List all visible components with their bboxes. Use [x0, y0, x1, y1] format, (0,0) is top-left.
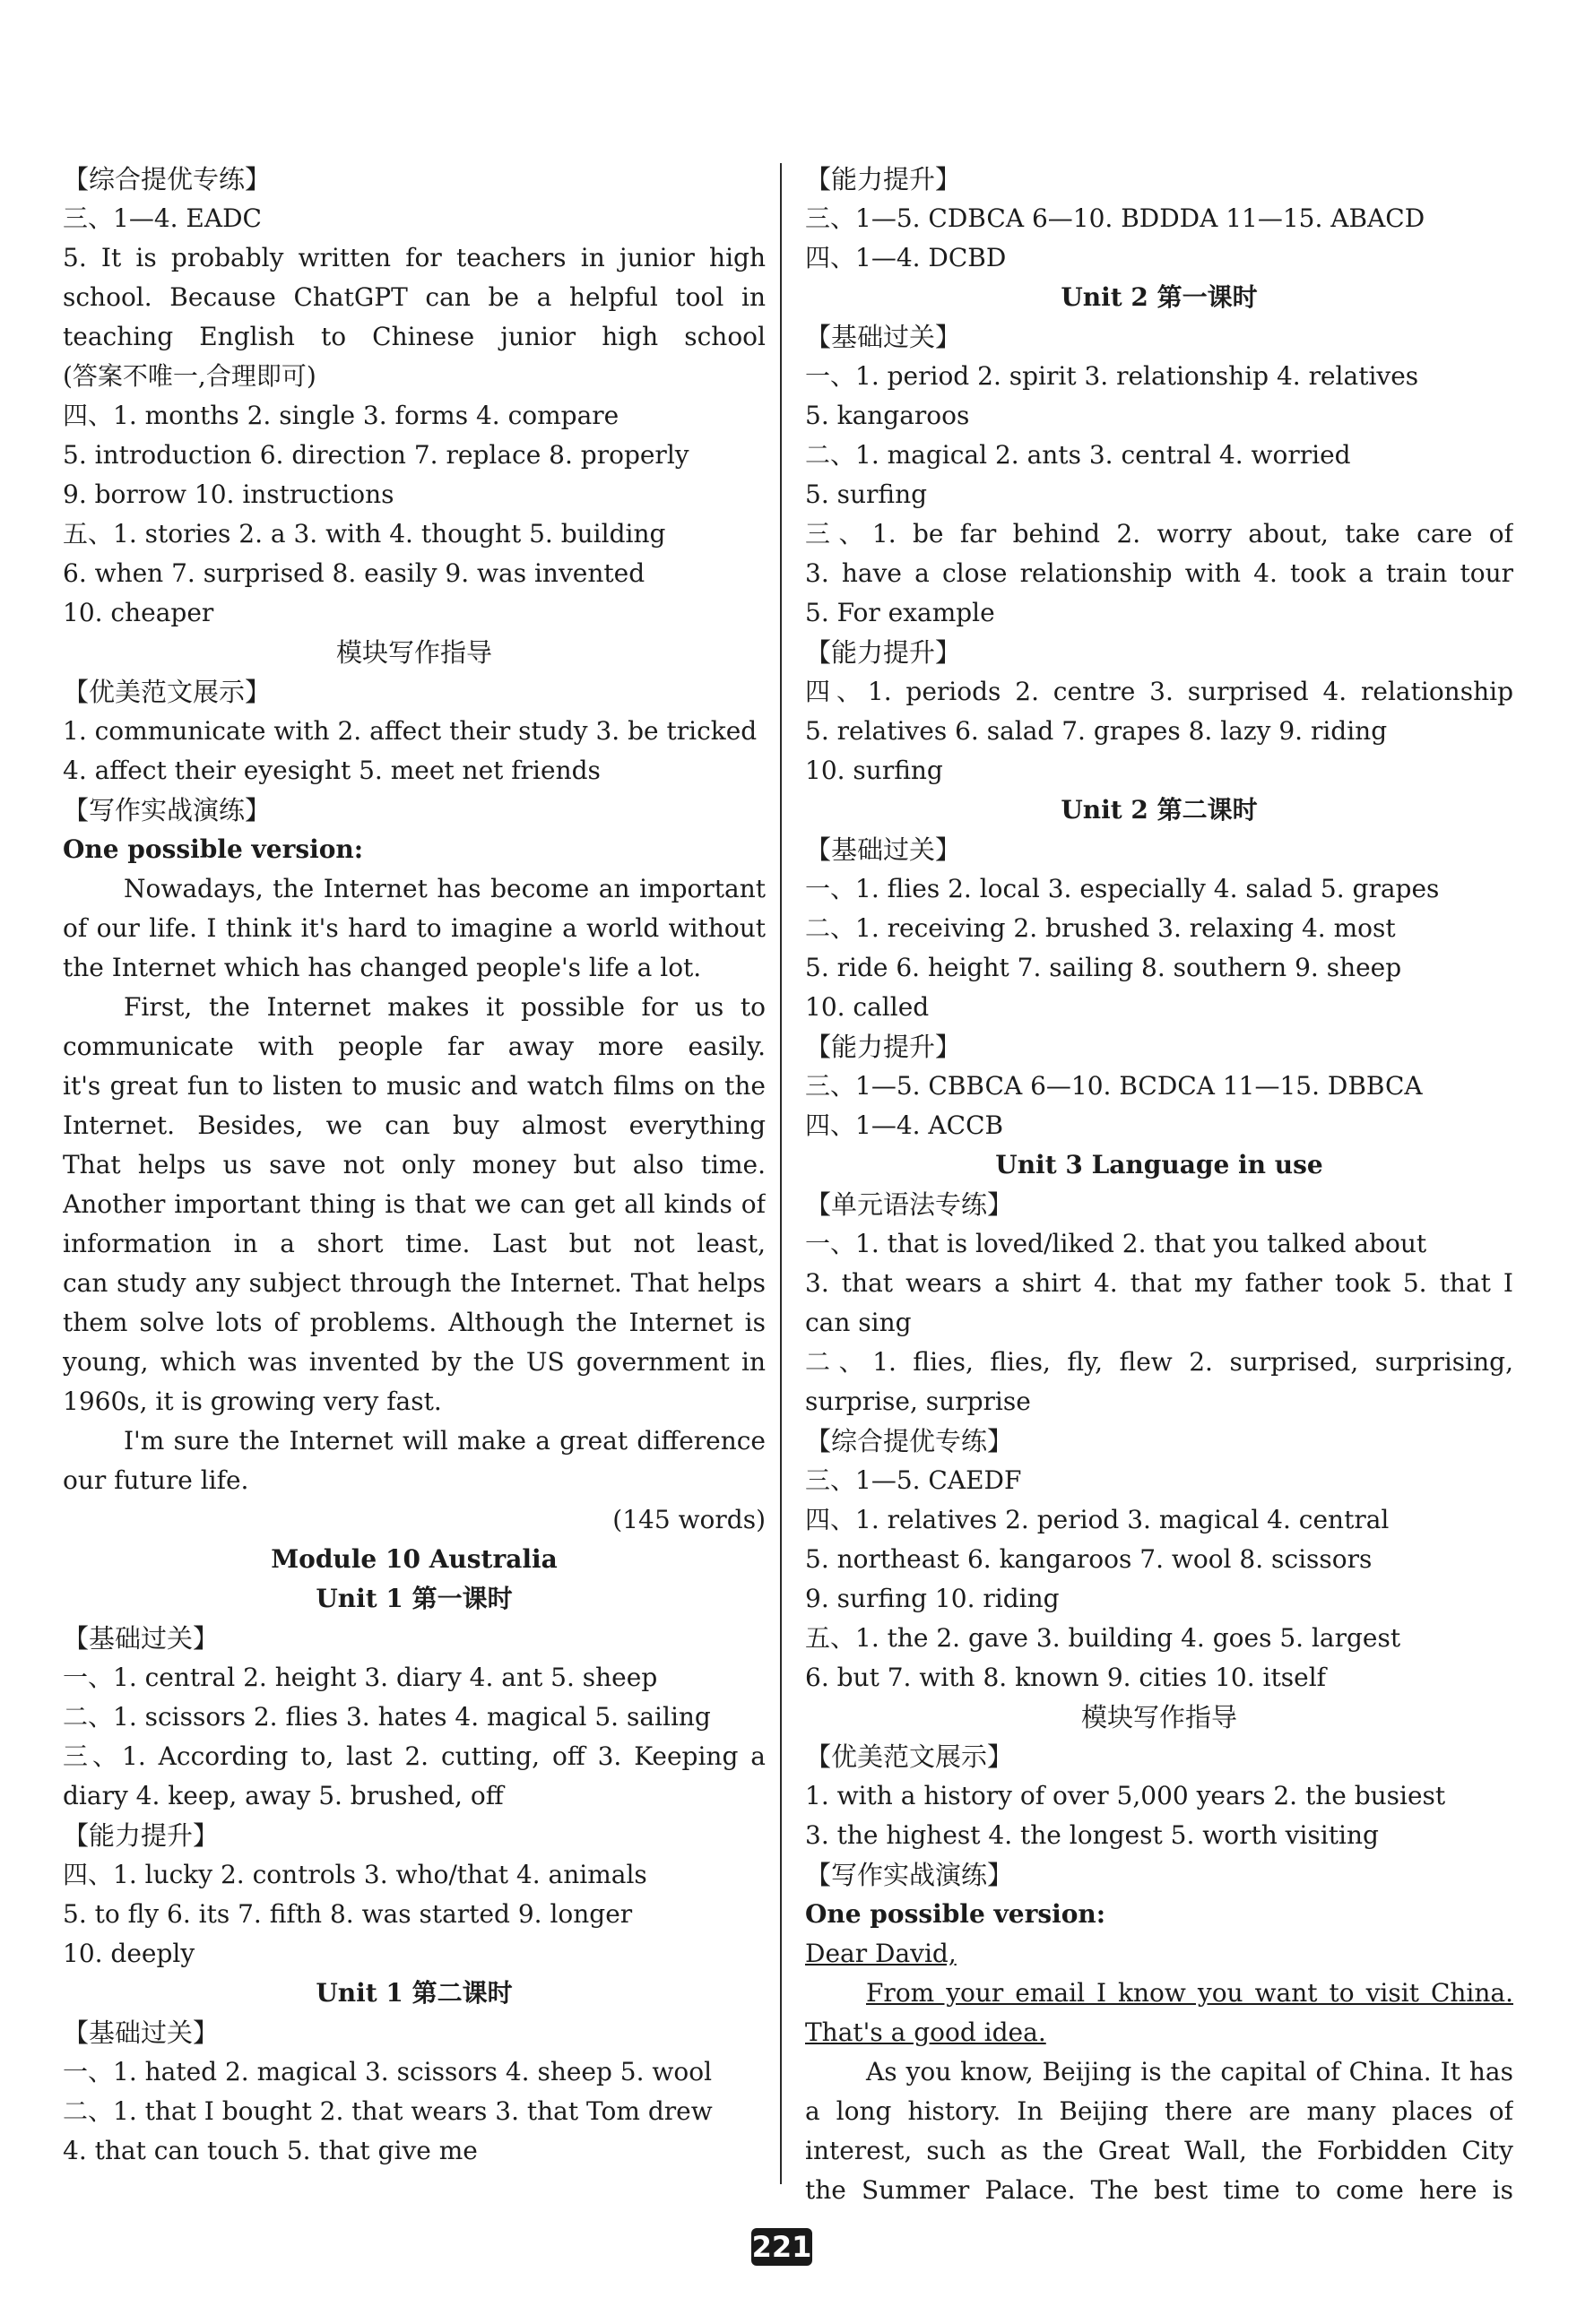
- answer-line: One possible version:: [805, 1899, 1106, 1929]
- answer-line: 10. cheaper: [63, 598, 214, 627]
- answer-line: 四、1. months 2. single 3. forms 4. compare: [63, 401, 619, 430]
- unit-heading: Unit 1 第一课时: [316, 1584, 513, 1613]
- text-line: young, which was invented by the US government in: [63, 1347, 766, 1377]
- answer-line: 4. affect their eyesight 5. meet net friends: [63, 756, 601, 785]
- answer-line: 4. that can touch 5. that give me: [63, 2136, 478, 2165]
- answer-line: 5. northeast 6. kangaroos 7. wool 8. scissors: [805, 1544, 1373, 1574]
- text-line: teaching English to Chinese junior high school: [63, 322, 766, 351]
- unit-heading: Unit 2 第一课时: [1061, 282, 1258, 312]
- text-line: communicate with people far away more easily.: [63, 1032, 766, 1061]
- text-line: 5. It is probably written for teachers in junior high: [63, 243, 766, 272]
- answer-line: 五、1. the 2. gave 3. building 4. goes 5. largest: [805, 1623, 1401, 1653]
- answer-line: 5. to fly 6. its 7. fifth 8. was started 9. longer: [63, 1899, 633, 1929]
- answer-line: 9. borrow 10. instructions: [63, 479, 394, 509]
- answer-line: That's a good idea.: [805, 2017, 1046, 2047]
- section-heading: 【综合提优专练】: [63, 164, 272, 194]
- answer-line: 5. introduction 6. direction 7. replace 8. properly: [63, 440, 689, 470]
- answer-line: One possible version:: [63, 834, 364, 864]
- text-line: 三、1. be far behind 2. worry about, take care of: [805, 519, 1513, 549]
- section-heading: 【优美范文展示】: [63, 677, 272, 707]
- answer-line: can sing: [805, 1308, 912, 1337]
- section-heading: 【写作实战演练】: [63, 795, 272, 825]
- answer-line: our future life.: [63, 1465, 249, 1495]
- answer-line: 二、1. receiving 2. brushed 3. relaxing 4. most: [805, 913, 1396, 943]
- unit-heading: Module 10 Australia: [271, 1544, 558, 1574]
- text-line: the Summer Palace. The best time to come here is: [805, 2175, 1513, 2205]
- answer-line: 三、1—4. EADC: [63, 203, 262, 233]
- answer-line: 一、1. that is loved/liked 2. that you talked about: [805, 1229, 1427, 1258]
- text-line: information in a short time. Last but not least,: [63, 1229, 766, 1258]
- left-column: [63, 160, 766, 2171]
- answer-line: 10. surfing: [805, 756, 943, 785]
- answer-line: Dear David,: [805, 1939, 957, 1968]
- section-heading: 【基础过关】: [63, 2017, 220, 2048]
- answer-line: 5. relatives 6. salad 7. grapes 8. lazy 9. riding: [805, 716, 1388, 746]
- text-line: 三、1. According to, last 2. cutting, off 3. Keeping a: [63, 1741, 766, 1771]
- page-number: 221: [751, 2230, 812, 2264]
- text-line: From your email I know you want to visit China.: [866, 1978, 1513, 2008]
- answer-line: 二、1. scissors 2. flies 3. hates 4. magical 5. sailing: [63, 1702, 711, 1732]
- answer-line: diary 4. keep, away 5. brushed, off: [63, 1781, 504, 1810]
- answer-line: the Internet which has changed people's life a lot.: [63, 953, 702, 982]
- text-line: Nowadays, the Internet has become an important: [124, 874, 766, 903]
- answer-line: (答案不唯一,合理即可): [63, 361, 316, 391]
- text-line: it's great fun to listen to music and watch films on the: [63, 1071, 766, 1101]
- answer-line: 二、1. magical 2. ants 3. central 4. worried: [805, 440, 1351, 470]
- unit-heading: Unit 3 Language in use: [995, 1150, 1323, 1179]
- answer-line: 3. the highest 4. the longest 5. worth visiting: [805, 1820, 1379, 1850]
- text-line: them solve lots of problems. Although the Internet is: [63, 1308, 766, 1337]
- text-line: 四、1. periods 2. centre 3. surprised 4. relationship: [805, 677, 1513, 706]
- text-line: As you know, Beijing is the capital of China. It has: [866, 2057, 1513, 2086]
- answer-line: 四、1. lucky 2. controls 3. who/that 4. animals: [63, 1860, 647, 1889]
- answer-line: 三、1—5. CDBCA 6—10. BDDDA 11—15. ABACD: [805, 203, 1425, 233]
- answer-line: 1. with a history of over 5,000 years 2. the busiest: [805, 1781, 1446, 1810]
- section-heading: 【能力提升】: [63, 1820, 220, 1851]
- text-line: I'm sure the Internet will make a great difference: [124, 1426, 766, 1456]
- text-line: interest, such as the Great Wall, the Forbidden City: [805, 2136, 1513, 2165]
- text-line: of our life. I think it's hard to imagine a world without: [63, 913, 766, 943]
- right-column: [805, 160, 1513, 2210]
- answer-line: 四、1—4. DCBD: [805, 243, 1007, 272]
- text-line: Internet. Besides, we can buy almost everything: [63, 1110, 766, 1140]
- section-heading: 【综合提优专练】: [805, 1426, 1014, 1456]
- answer-line: 三、1—5. CBBCA 6—10. BCDCA 11—15. DBBCA: [805, 1071, 1423, 1101]
- text-line: can study any subject through the Internet. That helps: [63, 1268, 766, 1298]
- column-divider: [780, 163, 782, 2184]
- section-heading: 【能力提升】: [805, 164, 962, 194]
- answer-line: 一、1. hated 2. magical 3. scissors 4. sheep 5. wool: [63, 2057, 713, 2086]
- answer-line: surprise, surprise: [805, 1387, 1031, 1416]
- unit-heading: Unit 2 第二课时: [1061, 795, 1258, 825]
- answer-line: (145 words): [612, 1505, 766, 1534]
- text-line: a long history. In Beijing there are many places of: [805, 2096, 1513, 2126]
- text-line: 3. have a close relationship with 4. took a train tour: [805, 558, 1513, 588]
- answer-line: 1. communicate with 2. affect their study 3. be tricked: [63, 716, 758, 746]
- section-heading: 【基础过关】: [805, 322, 962, 352]
- text-line: First, the Internet makes it possible for us to: [124, 992, 766, 1022]
- answer-line: 9. surfing 10. riding: [805, 1584, 1060, 1613]
- answer-line: 一、1. period 2. spirit 3. relationship 4. relatives: [805, 361, 1419, 391]
- answer-line: 6. but 7. with 8. known 9. cities 10. itself: [805, 1663, 1327, 1692]
- section-heading: 【优美范文展示】: [805, 1741, 1014, 1772]
- answer-line: 五、1. stories 2. a 3. with 4. thought 5. building: [63, 519, 666, 549]
- answer-line: 1960s, it is growing very fast.: [63, 1387, 442, 1416]
- section-heading: 【写作实战演练】: [805, 1860, 1014, 1890]
- answer-line: 10. called: [805, 992, 930, 1022]
- answer-line: 5. ride 6. height 7. sailing 8. southern 9. sheep: [805, 953, 1402, 982]
- unit-heading: Unit 1 第二课时: [316, 1978, 513, 2008]
- answer-line: 6. when 7. surprised 8. easily 9. was invented: [63, 558, 645, 588]
- text-line: Another important thing is that we can get all kinds of: [63, 1189, 766, 1219]
- text-line: 二、1. flies, flies, fly, flew 2. surprised, surprising,: [805, 1347, 1513, 1377]
- text-line: 3. that wears a shirt 4. that my father took 5. that I: [805, 1268, 1513, 1298]
- section-heading: 【能力提升】: [805, 1032, 962, 1062]
- section-heading: 【单元语法专练】: [805, 1189, 1014, 1220]
- text-line: That helps us save not only money but also time.: [63, 1150, 766, 1179]
- answer-line: 二、1. that I bought 2. that wears 3. that Tom drew: [63, 2096, 713, 2126]
- answer-line: 10. deeply: [63, 1939, 195, 1968]
- unit-heading: 模块写作指导: [1080, 1702, 1237, 1732]
- answer-line: 四、1. relatives 2. period 3. magical 4. central: [805, 1505, 1390, 1534]
- section-heading: 【基础过关】: [805, 834, 962, 865]
- text-line: school. Because ChatGPT can be a helpful tool in: [63, 282, 766, 312]
- answer-line: 四、1—4. ACCB: [805, 1110, 1004, 1140]
- unit-heading: 模块写作指导: [335, 637, 492, 668]
- answer-line: 5. kangaroos: [805, 401, 970, 430]
- section-heading: 【能力提升】: [805, 637, 962, 668]
- answer-line: 5. surfing: [805, 479, 928, 509]
- answer-line: 一、1. flies 2. local 3. especially 4. salad 5. grapes: [805, 874, 1440, 903]
- answer-line: 三、1—5. CAEDF: [805, 1465, 1022, 1495]
- section-heading: 【基础过关】: [63, 1623, 220, 1654]
- answer-line: 一、1. central 2. height 3. diary 4. ant 5. sheep: [63, 1663, 658, 1692]
- answer-line: 5. For example: [805, 598, 995, 627]
